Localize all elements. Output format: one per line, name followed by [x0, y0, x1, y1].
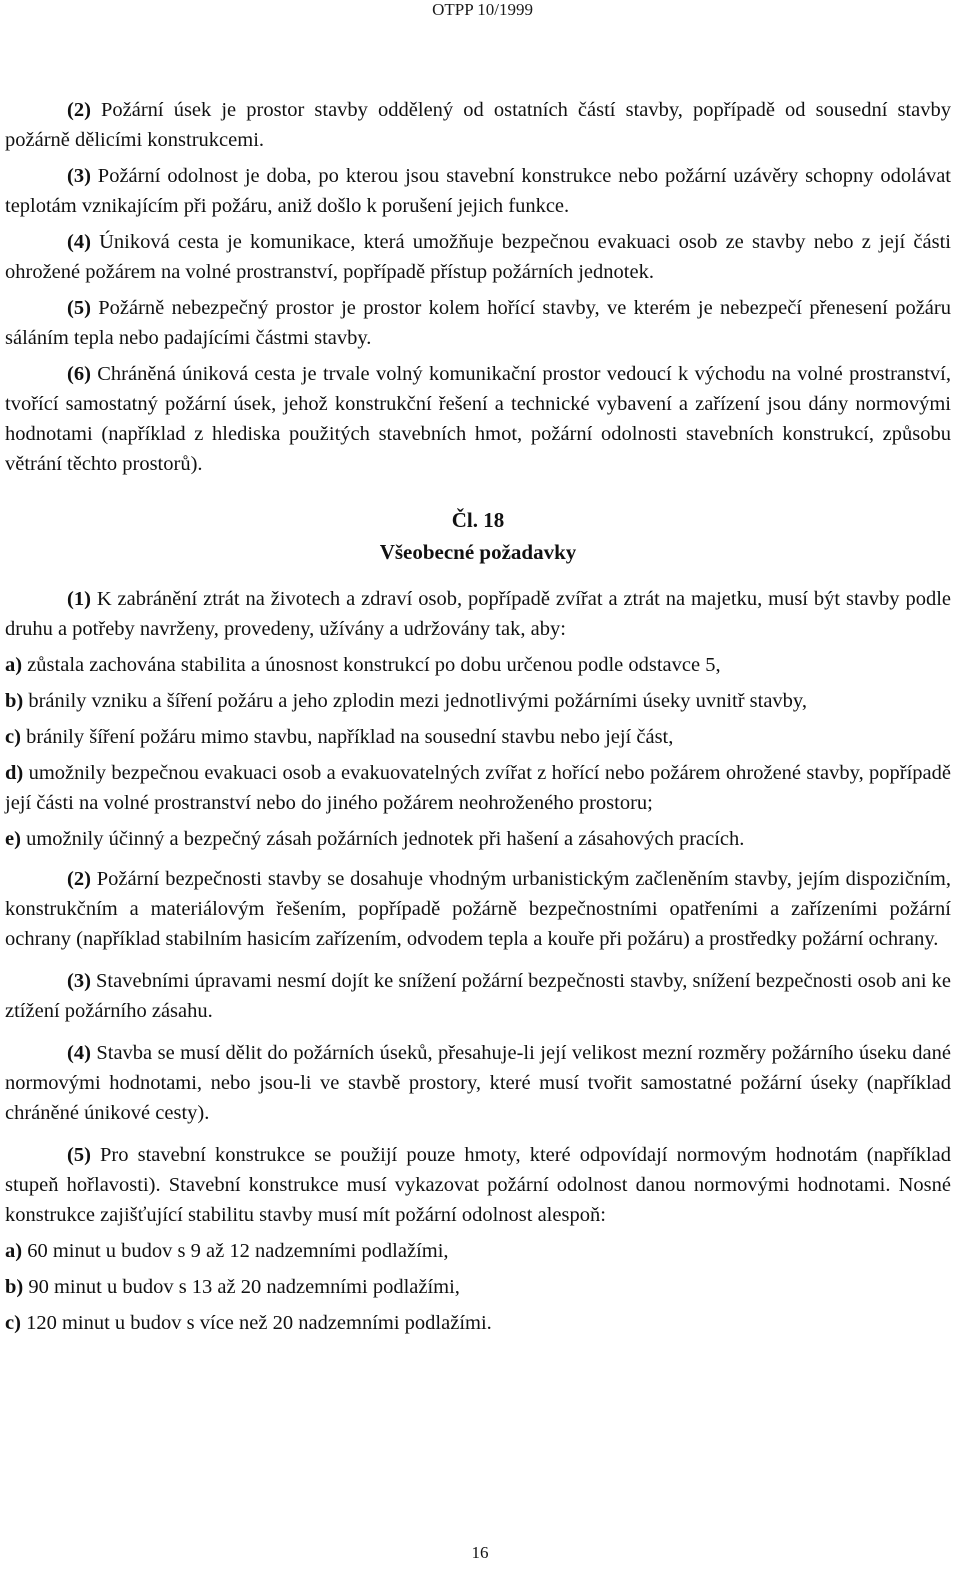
paragraph-number: (5)	[67, 297, 91, 319]
paragraph-2	[5, 95, 951, 155]
list-text: 90 minut u budov s 13 až 20 nadzemními podlažími,	[23, 1276, 460, 1298]
page-content	[5, 95, 951, 1338]
paragraph-text: Požární úsek je prostor stavby oddělený od ostatních částí stavby, popřípadě od sousední stavby požárně dělicími konstrukcemi.	[5, 99, 951, 151]
page-number: 16	[471, 1543, 489, 1562]
list-text: bránily vzniku a šíření požáru a jeho zplodin mezi jednotlivými požárními úseky uvnitř stavby,	[23, 690, 807, 712]
article-title: Všeobecné požadavky	[379, 540, 577, 564]
list-letter: e)	[5, 828, 21, 850]
paragraph-text: Požární bezpečnosti stavby se dosahuje vhodným urbanistickým začleněním stavby, jejím dispozičním, konstrukčním a materiálovým řešením, popřípadě požárně bezpečnostními opatřeními a zařízeními požární ochrany (například stabilním hasicím zařízením, odvodem tepla a kouře při požáru) a prostředky požární ochrany.	[5, 868, 951, 950]
list-letter: c)	[5, 726, 21, 748]
list-letter: b)	[5, 690, 24, 712]
list-item-b	[5, 1272, 951, 1302]
list-letter: c)	[5, 1312, 21, 1334]
list-text: zůstala zachována stabilita a únosnost konstrukcí po dobu určenou podle odstavce 5,	[22, 654, 721, 676]
paragraph-text: Chráněná úniková cesta je trvale volný komunikační prostor vedoucí k východu na volné prostranství, tvořící samostatný požární úsek, jehož konstrukční řešení a technické vybavení a zařízení jsou dány normovými hodnotami (například z hlediska použitých stavebních hmot, požární odolnosti stavebních konstrukcí, způsobu větrání těchto prostorů).	[5, 363, 951, 475]
paragraph-number: (4)	[67, 1042, 91, 1064]
paragraph-18-1	[5, 584, 951, 644]
document-reference: OTPP 10/1999	[432, 0, 533, 19]
paragraph-text: K zabránění ztrát na životech a zdraví osob, popřípadě zvířat a ztrát na majetku, musí být stavby podle druhu a potřeby navrženy, provedeny, užívány a udržovány tak, aby:	[5, 588, 951, 640]
list-text: umožnily bezpečnou evakuaci osob a evakuovatelných zvířat z hořící nebo požárem ohrožené stavby, popřípadě její části na volné prostranství nebo do jiného požárem neohroženého prostoru;	[5, 762, 951, 814]
paragraph-number: (2)	[67, 868, 91, 890]
paragraph-number: (5)	[67, 1144, 91, 1166]
paragraph-3	[5, 161, 951, 221]
paragraph-text: Stavebními úpravami nesmí dojít ke snížení požární bezpečnosti stavby, snížení bezpečnosti osob ani ke ztížení požárního zásahu.	[5, 970, 951, 1022]
paragraph-4	[5, 227, 951, 287]
list-text: umožnily účinný a bezpečný zásah požárních jednotek při hašení a zásahových pracích.	[20, 828, 745, 850]
article-number: Čl. 18	[451, 508, 505, 532]
list-letter: a)	[5, 654, 23, 676]
paragraph-text: Požární odolnost je doba, po kterou jsou stavební konstrukce nebo požární uzávěry schopny odolávat teplotám vznikajícím při požáru, aniž došlo k porušení jejich funkce.	[5, 165, 951, 217]
paragraph-6	[5, 359, 951, 479]
list-item-c	[5, 1308, 951, 1338]
list-letter: d)	[5, 762, 24, 784]
list-item-a	[5, 1236, 951, 1266]
paragraph-18-5	[5, 1140, 951, 1230]
list-item-c	[5, 722, 951, 752]
paragraph-number: (6)	[67, 363, 91, 385]
paragraph-text: Úniková cesta je komunikace, která umožňuje bezpečnou evakuaci osob ze stavby nebo z její části ohrožené požárem na volné prostranství, popřípadě přístup požárních jednotek.	[5, 231, 951, 283]
paragraph-18-3	[5, 966, 951, 1026]
paragraph-18-4	[5, 1038, 951, 1128]
list-text: bránily šíření požáru mimo stavbu, například na sousední stavbu nebo její část,	[20, 726, 674, 748]
paragraph-number: (2)	[67, 99, 91, 121]
paragraph-number: (3)	[67, 165, 91, 187]
list-letter: b)	[5, 1276, 24, 1298]
list-text: 60 minut u budov s 9 až 12 nadzemními podlažími,	[22, 1240, 449, 1262]
paragraph-text: Stavba se musí dělit do požárních úseků, přesahuje-li její velikost mezní rozměry požárního úseku dané normovými hodnotami, nebo jsou-li ve stavbě prostory, které musí tvořit samostatné požární úseky (například chráněné únikové cesty).	[5, 1042, 951, 1124]
paragraph-number: (4)	[67, 231, 91, 253]
list-text: 120 minut u budov s více než 20 nadzemními podlažími.	[20, 1312, 492, 1334]
paragraph-5	[5, 293, 951, 353]
list-item-b	[5, 686, 951, 716]
list-item-d	[5, 758, 951, 818]
paragraph-text: Požárně nebezpečný prostor je prostor kolem hořící stavby, ve kterém je nebezpečí přenesení požáru sáláním tepla nebo padajícími částmi stavby.	[5, 297, 951, 349]
paragraph-18-2	[5, 864, 951, 954]
paragraph-number: (1)	[67, 588, 91, 610]
list-letter: a)	[5, 1240, 23, 1262]
paragraph-number: (3)	[67, 970, 91, 992]
list-item-e	[5, 824, 951, 854]
list-item-a	[5, 650, 951, 680]
paragraph-text: Pro stavební konstrukce se použijí pouze hmoty, které odpovídají normovým hodnotám (například stupeň hořlavosti). Stavební konstrukce musí vykazovat požární odolnost danou normovými hodnotami. Nosné konstrukce zajišťující stabilitu stavby musí mít požární odolnost alespoň:	[5, 1144, 951, 1226]
